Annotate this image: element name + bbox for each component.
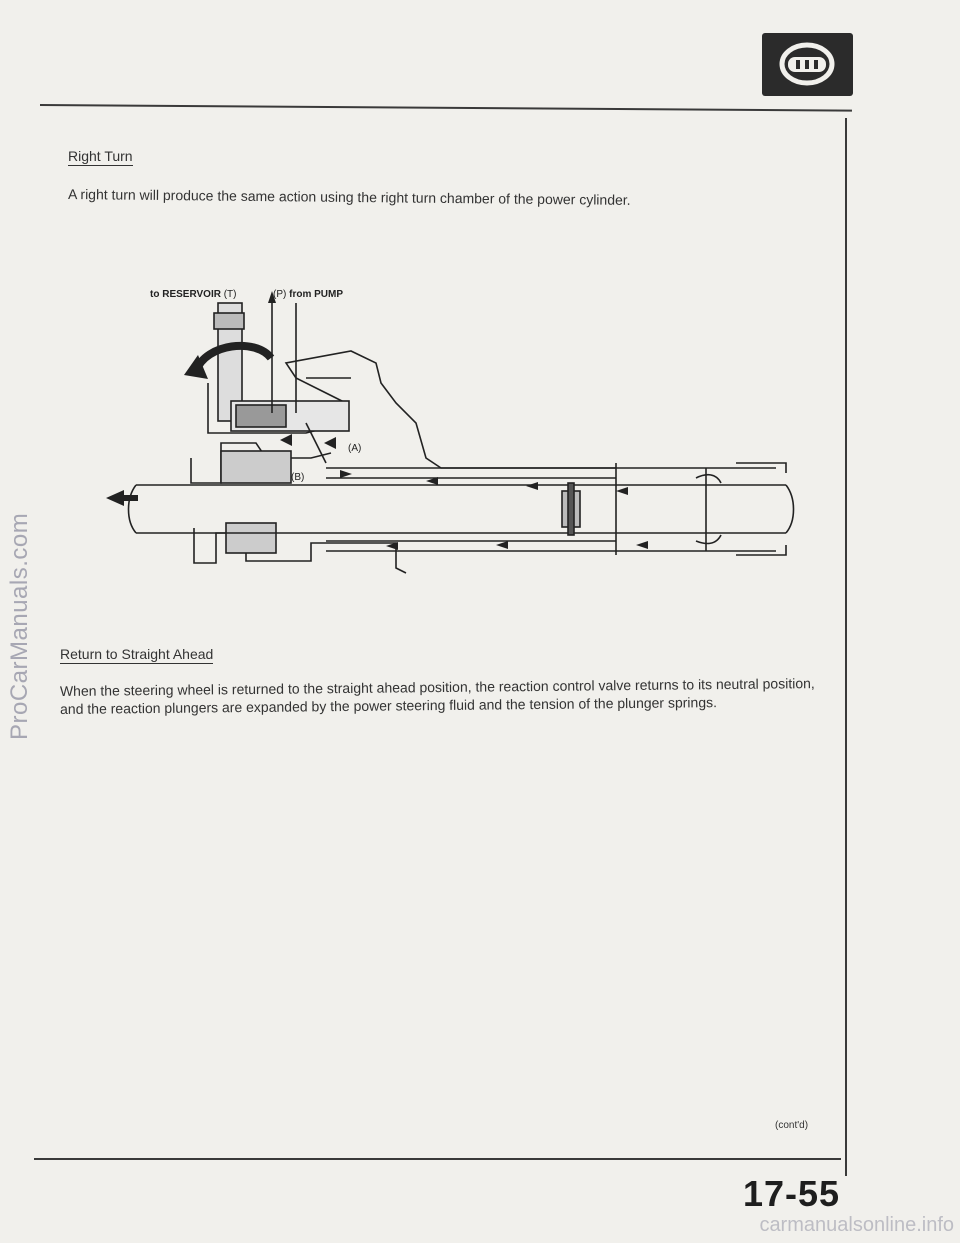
bottom-watermark: carmanualsonline.info xyxy=(759,1214,954,1236)
continued-note: (cont'd) xyxy=(775,1120,809,1131)
right-rule xyxy=(845,118,847,1176)
bottom-rule xyxy=(34,1158,841,1160)
label-from-pump: from PUMP xyxy=(289,289,344,300)
label-b: (B) xyxy=(291,472,305,483)
label-to-reservoir: to RESERVOIR xyxy=(150,289,221,300)
top-rule xyxy=(40,104,852,112)
return-straight-text: When the steering wheel is returned to the straight ahead position, the reaction control valve returns to its neutral position, and the reaction plungers are expanded by the power steering fluid and the tension of the plunger springs. xyxy=(59,675,815,717)
steering-wheel-icon xyxy=(762,33,853,96)
side-watermark: ProCarManuals.com xyxy=(6,512,33,740)
right-turn-text: A right turn will produce the same action using the right turn chamber of the power cylinder. xyxy=(67,186,631,208)
label-t: (T) xyxy=(223,289,237,300)
steering-gearbox-illustration xyxy=(96,283,806,593)
label-p: (P) xyxy=(273,289,287,300)
page-number: 17-55 xyxy=(743,1173,841,1214)
label-a: (A) xyxy=(348,443,362,454)
power-steering-diagram xyxy=(96,283,806,598)
return-straight-heading: Return to Straight Ahead xyxy=(60,646,214,662)
right-turn-heading: Right Turn xyxy=(68,148,133,164)
